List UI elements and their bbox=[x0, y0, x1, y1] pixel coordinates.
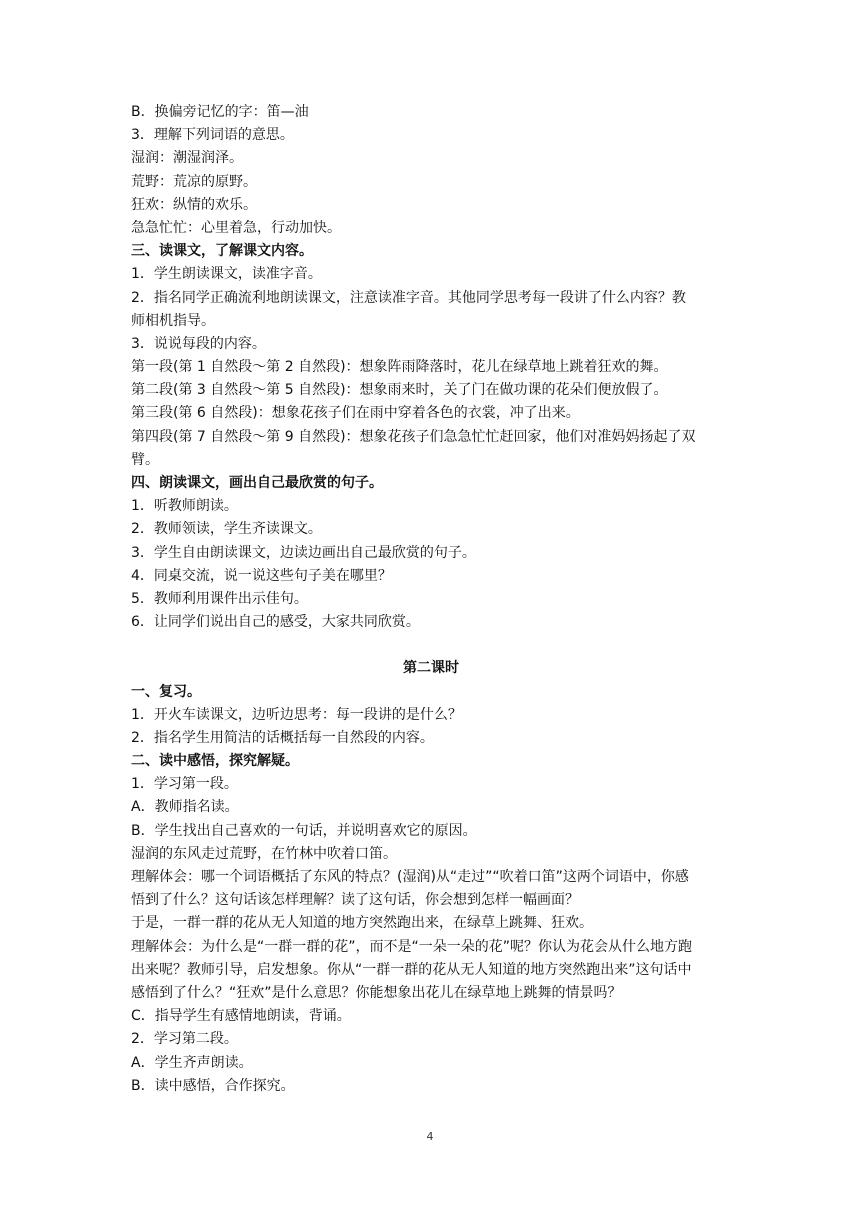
text-line: 于是，一群一群的花从无人知道的地方突然跑出来，在绿草上跳舞、狂欢。 bbox=[131, 915, 593, 932]
text-line: 3．理解下列词语的意思。 bbox=[131, 127, 294, 144]
text-line: B．换偏旁记忆的字：笛—油 bbox=[131, 104, 309, 120]
text-line: 1．开火车读课文，边听边思考：每一段讲的是什么？ bbox=[131, 706, 462, 723]
text-line: 5．教师利用课件出示佳句。 bbox=[131, 590, 308, 607]
document-page bbox=[131, 101, 731, 1098]
text-line: A．教师指名读。 bbox=[131, 799, 239, 816]
text-line: 荒野：荒凉的原野。 bbox=[131, 173, 257, 190]
section-title: 三、读课文，了解课文内容。 bbox=[131, 243, 313, 260]
text-line: 1．听教师朗读。 bbox=[131, 498, 238, 515]
lesson-part-one bbox=[131, 101, 731, 634]
text-line: 2．指名学生用简洁的话概括每一自然段的内容。 bbox=[131, 729, 434, 746]
text-line: 2．教师领读，学生齐读课文。 bbox=[131, 521, 322, 538]
text-line: 理解体会：哪一个词语概括了东风的特点？(湿润)从“走过”“吹着口笛”这两个词语中，你感 bbox=[131, 869, 689, 885]
section-gap bbox=[131, 634, 731, 657]
text-line: 臂。 bbox=[131, 451, 159, 468]
text-line: 出来呢？教师引导，启发想象。你从“一群一群的花从无人知道的地方突然跑出来”这句话中 bbox=[131, 961, 692, 978]
text-line: B．读中感悟，合作探究。 bbox=[131, 1077, 295, 1094]
text-line: C．指导学生有感情地朗读，背诵。 bbox=[131, 1008, 351, 1025]
text-line: 1．学习第一段。 bbox=[131, 776, 238, 793]
section-title: 四、朗读课文，画出自己最欣赏的句子。 bbox=[131, 475, 383, 491]
text-line: 理解体会：为什么是“一群一群的花”，而不是“一朵一朵的花”呢？你认为花会从什么地方跑 bbox=[131, 938, 693, 955]
page-number: 4 bbox=[426, 1130, 434, 1143]
text-line: 4．同桌交流，说一说这些句子美在哪里？ bbox=[131, 567, 392, 584]
text-line: 6．让同学们说出自己的感受，大家共同欣赏。 bbox=[131, 614, 420, 631]
section-title: 二、读中感悟，探究解疑。 bbox=[131, 753, 299, 770]
text-line: 悟到了什么？这句话该怎样理解？读了这句话，你会想到怎样一幅画面？ bbox=[131, 892, 579, 909]
text-line: 3．学生自由朗读课文，边读边画出自己最欣赏的句子。 bbox=[131, 544, 476, 561]
text-line: 第二段(第 3 自然段～第 5 自然段)：想象雨来时，关了门在做功课的花朵们便放假了。 bbox=[131, 382, 668, 399]
text-line: 第三段(第 6 自然段)：想象花孩子们在雨中穿着各色的衣裳，冲了出来。 bbox=[131, 405, 580, 422]
text-line: 1．学生朗读课文，读准字音。 bbox=[131, 266, 322, 283]
text-line: 2．指名同学正确流利地朗读课文，注意读准字音。其他同学思考每一段讲了什么内容？教 bbox=[131, 289, 686, 306]
text-line: 急急忙忙：心里着急，行动加快。 bbox=[131, 219, 341, 236]
section-title: 一、复习。 bbox=[131, 683, 201, 700]
text-line: 2．学习第二段。 bbox=[131, 1031, 238, 1048]
text-line: 湿润的东风走过荒野，在竹林中吹着口笛。 bbox=[131, 845, 397, 862]
text-line: 第四段(第 7 自然段～第 9 自然段)：想象花孩子们急急忙忙赶回家，他们对准妈妈扬起了双 bbox=[131, 428, 696, 445]
text-line: 3．说说每段的内容。 bbox=[131, 335, 266, 352]
text-line: A．学生齐声朗读。 bbox=[131, 1054, 253, 1071]
section-heading: 第二课时 bbox=[403, 660, 459, 677]
text-line: 师相机指导。 bbox=[131, 312, 215, 329]
text-line: 狂欢：纵情的欢乐。 bbox=[131, 196, 257, 213]
lesson-part-two bbox=[131, 681, 731, 1098]
text-line: B．学生找出自己喜欢的一句话，并说明喜欢它的原因。 bbox=[131, 822, 477, 839]
text-line: 第一段(第 1 自然段～第 2 自然段)：想象阵雨降落时，花儿在绿草地上跳着狂欢的舞。 bbox=[131, 359, 668, 376]
text-line: 感悟到了什么？“狂欢”是什么意思？你能想象出花儿在绿草地上跳舞的情景吗？ bbox=[131, 984, 622, 1001]
text-line: 湿润：潮湿润泽。 bbox=[131, 150, 243, 167]
